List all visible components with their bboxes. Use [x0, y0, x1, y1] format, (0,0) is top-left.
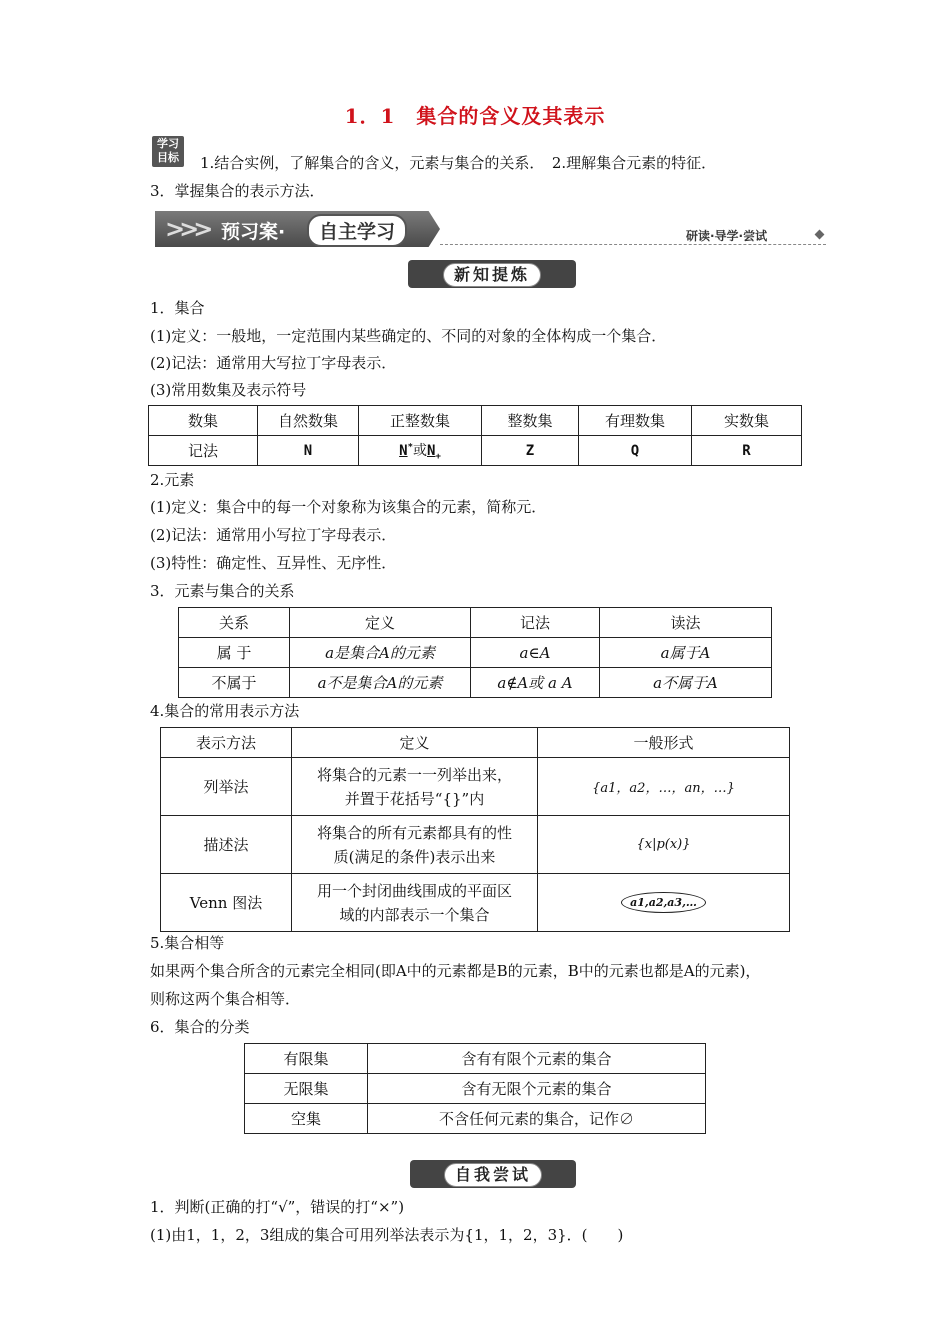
rep-name: Venn 图法 — [161, 874, 292, 932]
numsets-header: 实数集 — [692, 406, 802, 436]
numsets-symbol: N*或$N_+$ — [359, 436, 482, 466]
rep-form: {x|p(x)} — [538, 816, 790, 874]
s5-p1: 如果两个集合所含的元素完全相同(即A中的元素都是B的元素，B中的元素也都是A的元素)， — [150, 962, 761, 980]
relation-header: 关系 — [179, 608, 290, 638]
numsets-header: 正整数集 — [359, 406, 482, 436]
relation-cell: 属 于 — [179, 638, 290, 668]
numsets-header: 自然数集 — [258, 406, 359, 436]
relation-cell: 不属于 — [179, 668, 290, 698]
section-new-label: 新知提炼 — [443, 263, 541, 287]
s2-p1: (1)定义：集合中的每一个对象称为该集合的元素，简称元． — [150, 498, 547, 516]
banner-tag: 研读·导学·尝试 — [686, 229, 768, 243]
class-cell: 不含任何元素的集合，记作∅ — [368, 1104, 706, 1134]
relation-cell: a是集合A的元素 — [290, 638, 471, 668]
goals-line-1: 1.结合实例，了解集合的含义，元素与集合的关系． 2.理解集合元素的特征． — [200, 154, 717, 172]
banner-rule — [440, 244, 826, 245]
banner-label: 预习案· — [221, 221, 286, 243]
rep-name: 列举法 — [161, 758, 292, 816]
s1-p2: (2)记法：通常用大写拉丁字母表示． — [150, 354, 397, 372]
class-cell: 无限集 — [245, 1074, 368, 1104]
s6-head: 6．集合的分类 — [150, 1018, 250, 1036]
class-cell: 含有有限个元素的集合 — [368, 1044, 706, 1074]
rep-def: 用一个封闭曲线围成的平面区 — [316, 881, 512, 900]
rep-def: 质(满足的条件)表示出来 — [333, 847, 496, 866]
numsets-symbol: Q — [579, 436, 692, 466]
s2-p3: (3)特性：确定性、互异性、无序性． — [150, 554, 397, 572]
chevron-icon: >>> — [165, 215, 208, 243]
rep-header: 定义 — [292, 728, 538, 758]
representation-table — [160, 727, 790, 932]
relation-cell: a∈A — [471, 638, 600, 668]
rep-def: 将集合的所有元素都具有的性 — [316, 823, 512, 842]
numsets-header: 有理数集 — [579, 406, 692, 436]
class-cell: 有限集 — [245, 1044, 368, 1074]
number-sets-table — [148, 405, 802, 466]
s2-head: 2.元素 — [150, 471, 195, 489]
page-title: 1．1 集合的含义及其表示 — [344, 104, 606, 128]
section-new-knowledge — [408, 260, 576, 288]
classification-table — [244, 1043, 706, 1134]
learning-goals-badge: 学习目标 — [152, 136, 184, 167]
numsets-header: 数集 — [149, 406, 258, 436]
rep-header: 表示方法 — [161, 728, 292, 758]
relation-cell: a属于A — [600, 638, 772, 668]
s4-head: 4.集合的常用表示方法 — [150, 702, 300, 720]
numsets-symbol: R — [692, 436, 802, 466]
section-try-label: 自我尝试 — [444, 1163, 542, 1187]
rep-def: 域的内部表示一个集合 — [339, 905, 490, 924]
s1-head: 1．集合 — [150, 299, 205, 317]
numsets-symbol: N — [258, 436, 359, 466]
rep-def: 将集合的元素一一列举出来， — [316, 765, 512, 784]
rep-form: {a1，a2，…，an，…} — [538, 758, 790, 816]
section-self-try — [410, 1160, 576, 1188]
relation-header: 读法 — [600, 608, 772, 638]
s3-head: 3．元素与集合的关系 — [150, 582, 295, 600]
relation-cell: a不是集合A的元素 — [290, 668, 471, 698]
rep-name: 描述法 — [161, 816, 292, 874]
goals-line-2: 3．掌握集合的表示方法． — [150, 182, 325, 200]
s1-p3: (3)常用数集及表示符号 — [150, 381, 307, 399]
s2-p2: (2)记法：通常用小写拉丁字母表示． — [150, 526, 397, 544]
s1-p1: (1)定义：一般地，一定范围内某些确定的、不同的对象的全体构成一个集合． — [150, 327, 667, 345]
class-cell: 空集 — [245, 1104, 368, 1134]
preview-banner — [155, 211, 440, 247]
numsets-row-label: 记法 — [149, 436, 258, 466]
class-cell: 含有无限个元素的集合 — [368, 1074, 706, 1104]
quiz-q1: 1．判断(正确的打“√”，错误的打“×”) — [150, 1198, 405, 1216]
banner-box-label: 自主学习 — [307, 214, 407, 247]
s5-head: 5.集合相等 — [150, 934, 225, 952]
relation-header: 记法 — [471, 608, 600, 638]
diamond-icon — [815, 230, 825, 240]
s5-p2: 则称这两个集合相等． — [150, 990, 301, 1008]
rep-header: 一般形式 — [538, 728, 790, 758]
relation-table — [178, 607, 772, 698]
venn-diagram: a1,a2,a3,… — [621, 892, 706, 913]
numsets-header: 整数集 — [482, 406, 579, 436]
numsets-symbol: Z — [482, 436, 579, 466]
quiz-q1a: (1)由1，1，2，3组成的集合可用列举法表示为{1，1，2，3}．( ) — [150, 1226, 624, 1244]
relation-cell: a不属于A — [600, 668, 772, 698]
relation-cell: a∉A或 a A — [471, 668, 600, 698]
rep-def: 并置于花括号“{}”内 — [344, 789, 485, 808]
relation-header: 定义 — [290, 608, 471, 638]
